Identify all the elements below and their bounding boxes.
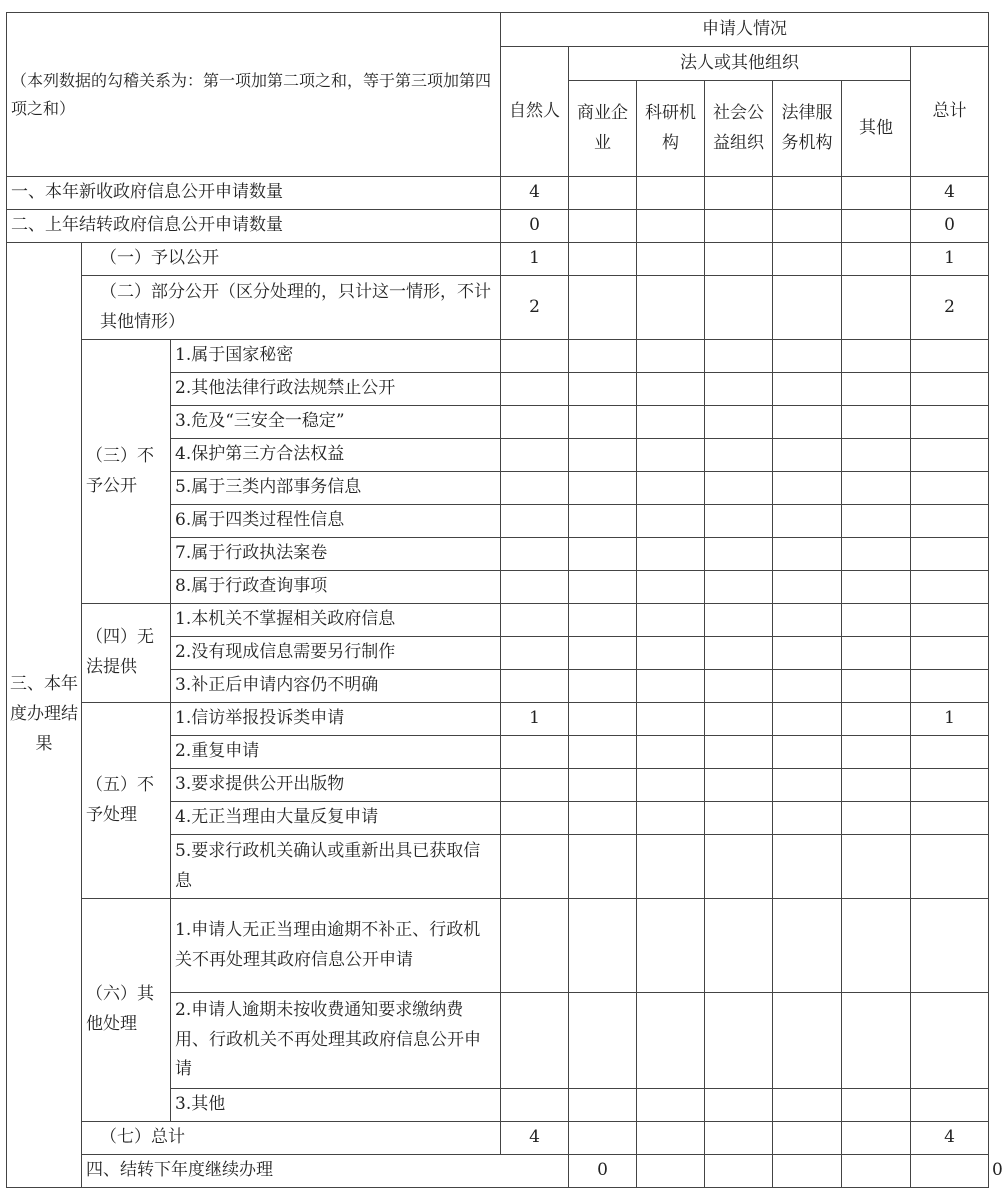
- row-label: 4.保护第三方合法权益: [171, 439, 501, 472]
- row-label: 3.其他: [171, 1089, 501, 1122]
- row-label: 1.属于国家秘密: [171, 340, 501, 373]
- row-label: 1.申请人无正当理由逾期不补正、行政机关不再处理其政府信息公开申请: [171, 899, 501, 993]
- applicant-header: 申请人情况: [501, 13, 989, 47]
- legal-service-header: 法律服务机构: [773, 81, 842, 177]
- row-label: 7.属于行政执法案卷: [171, 538, 501, 571]
- row-label: 2.重复申请: [171, 736, 501, 769]
- row-label: 4.无正当理由大量反复申请: [171, 802, 501, 835]
- cell-natural: 4: [501, 1122, 569, 1155]
- row-label: 1.信访举报投诉类申请: [171, 703, 501, 736]
- row-label: （二）部分公开（区分处理的，只计这一情形，不计其他情形）: [82, 276, 501, 340]
- table-row: [7, 703, 989, 736]
- header-note: （本列数据的勾稽关系为：第一项加第二项之和，等于第三项加第四项之和）: [7, 13, 501, 177]
- row-label: 3.危及“三安全一稳定”: [171, 406, 501, 439]
- row-label: 5.要求行政机关确认或重新出具已获取信息: [171, 835, 501, 899]
- cell-natural: 1: [501, 243, 569, 276]
- cell-natural: 0: [569, 1155, 637, 1188]
- table-row: [7, 210, 989, 243]
- row-label: 1.本机关不掌握相关政府信息: [171, 604, 501, 637]
- table-row: [7, 340, 989, 373]
- row-label: 2.申请人逾期未按收费通知要求缴纳费用、行政机关不再处理其政府信息公开申请: [171, 993, 501, 1089]
- row-label: 3.要求提供公开出版物: [171, 769, 501, 802]
- commercial-header: 商业企业: [569, 81, 637, 177]
- table-row: [7, 243, 989, 276]
- cell-total: 4: [911, 1122, 989, 1155]
- row-label: 二、上年结转政府信息公开申请数量: [7, 210, 501, 243]
- row-label: （七）总计: [82, 1122, 501, 1155]
- row-label: 2.其他法律行政法规禁止公开: [171, 373, 501, 406]
- table-row: [7, 1122, 989, 1155]
- group-label: （三）不予公开: [82, 340, 171, 604]
- row-label: 5.属于三类内部事务信息: [171, 472, 501, 505]
- total-header: 总计: [911, 47, 989, 177]
- table-row: [7, 899, 989, 993]
- cell-total: 0: [911, 210, 989, 243]
- group-label: （五）不予处理: [82, 703, 171, 899]
- cell-natural: 1: [501, 703, 569, 736]
- cell-total: 1: [911, 703, 989, 736]
- group-label: （四）无法提供: [82, 604, 171, 703]
- row-label: 8.属于行政查询事项: [171, 571, 501, 604]
- table-row: [7, 276, 989, 340]
- cell-total: 4: [911, 177, 989, 210]
- cell-natural: 0: [501, 210, 569, 243]
- section3-label: 三、本年度办理结果: [7, 243, 82, 1188]
- group-label: （六）其他处理: [82, 899, 171, 1122]
- row-label: 一、本年新收政府信息公开申请数量: [7, 177, 501, 210]
- table-row: 四、结转下年度继续办理 0 0: [7, 1155, 989, 1188]
- table-row: [7, 177, 989, 210]
- row-label: 2.没有现成信息需要另行制作: [171, 637, 501, 670]
- row-label: （一）予以公开: [82, 243, 501, 276]
- social-header: 社会公益组织: [705, 81, 773, 177]
- research-header: 科研机构: [637, 81, 705, 177]
- cell-natural: 2: [501, 276, 569, 340]
- cell-total: 2: [911, 276, 989, 340]
- row-label: 3.补正后申请内容仍不明确: [171, 670, 501, 703]
- row-label: 6.属于四类过程性信息: [171, 505, 501, 538]
- legal-org-header: 法人或其他组织: [569, 47, 911, 81]
- other-header: 其他: [842, 81, 911, 177]
- table-row: [7, 604, 989, 637]
- row-label: 四、结转下年度继续办理: [82, 1155, 569, 1188]
- disclosure-stats-table: [6, 12, 1003, 1188]
- natural-person-header: 自然人: [501, 47, 569, 177]
- cell-total: 1: [911, 243, 989, 276]
- cell-natural: 4: [501, 177, 569, 210]
